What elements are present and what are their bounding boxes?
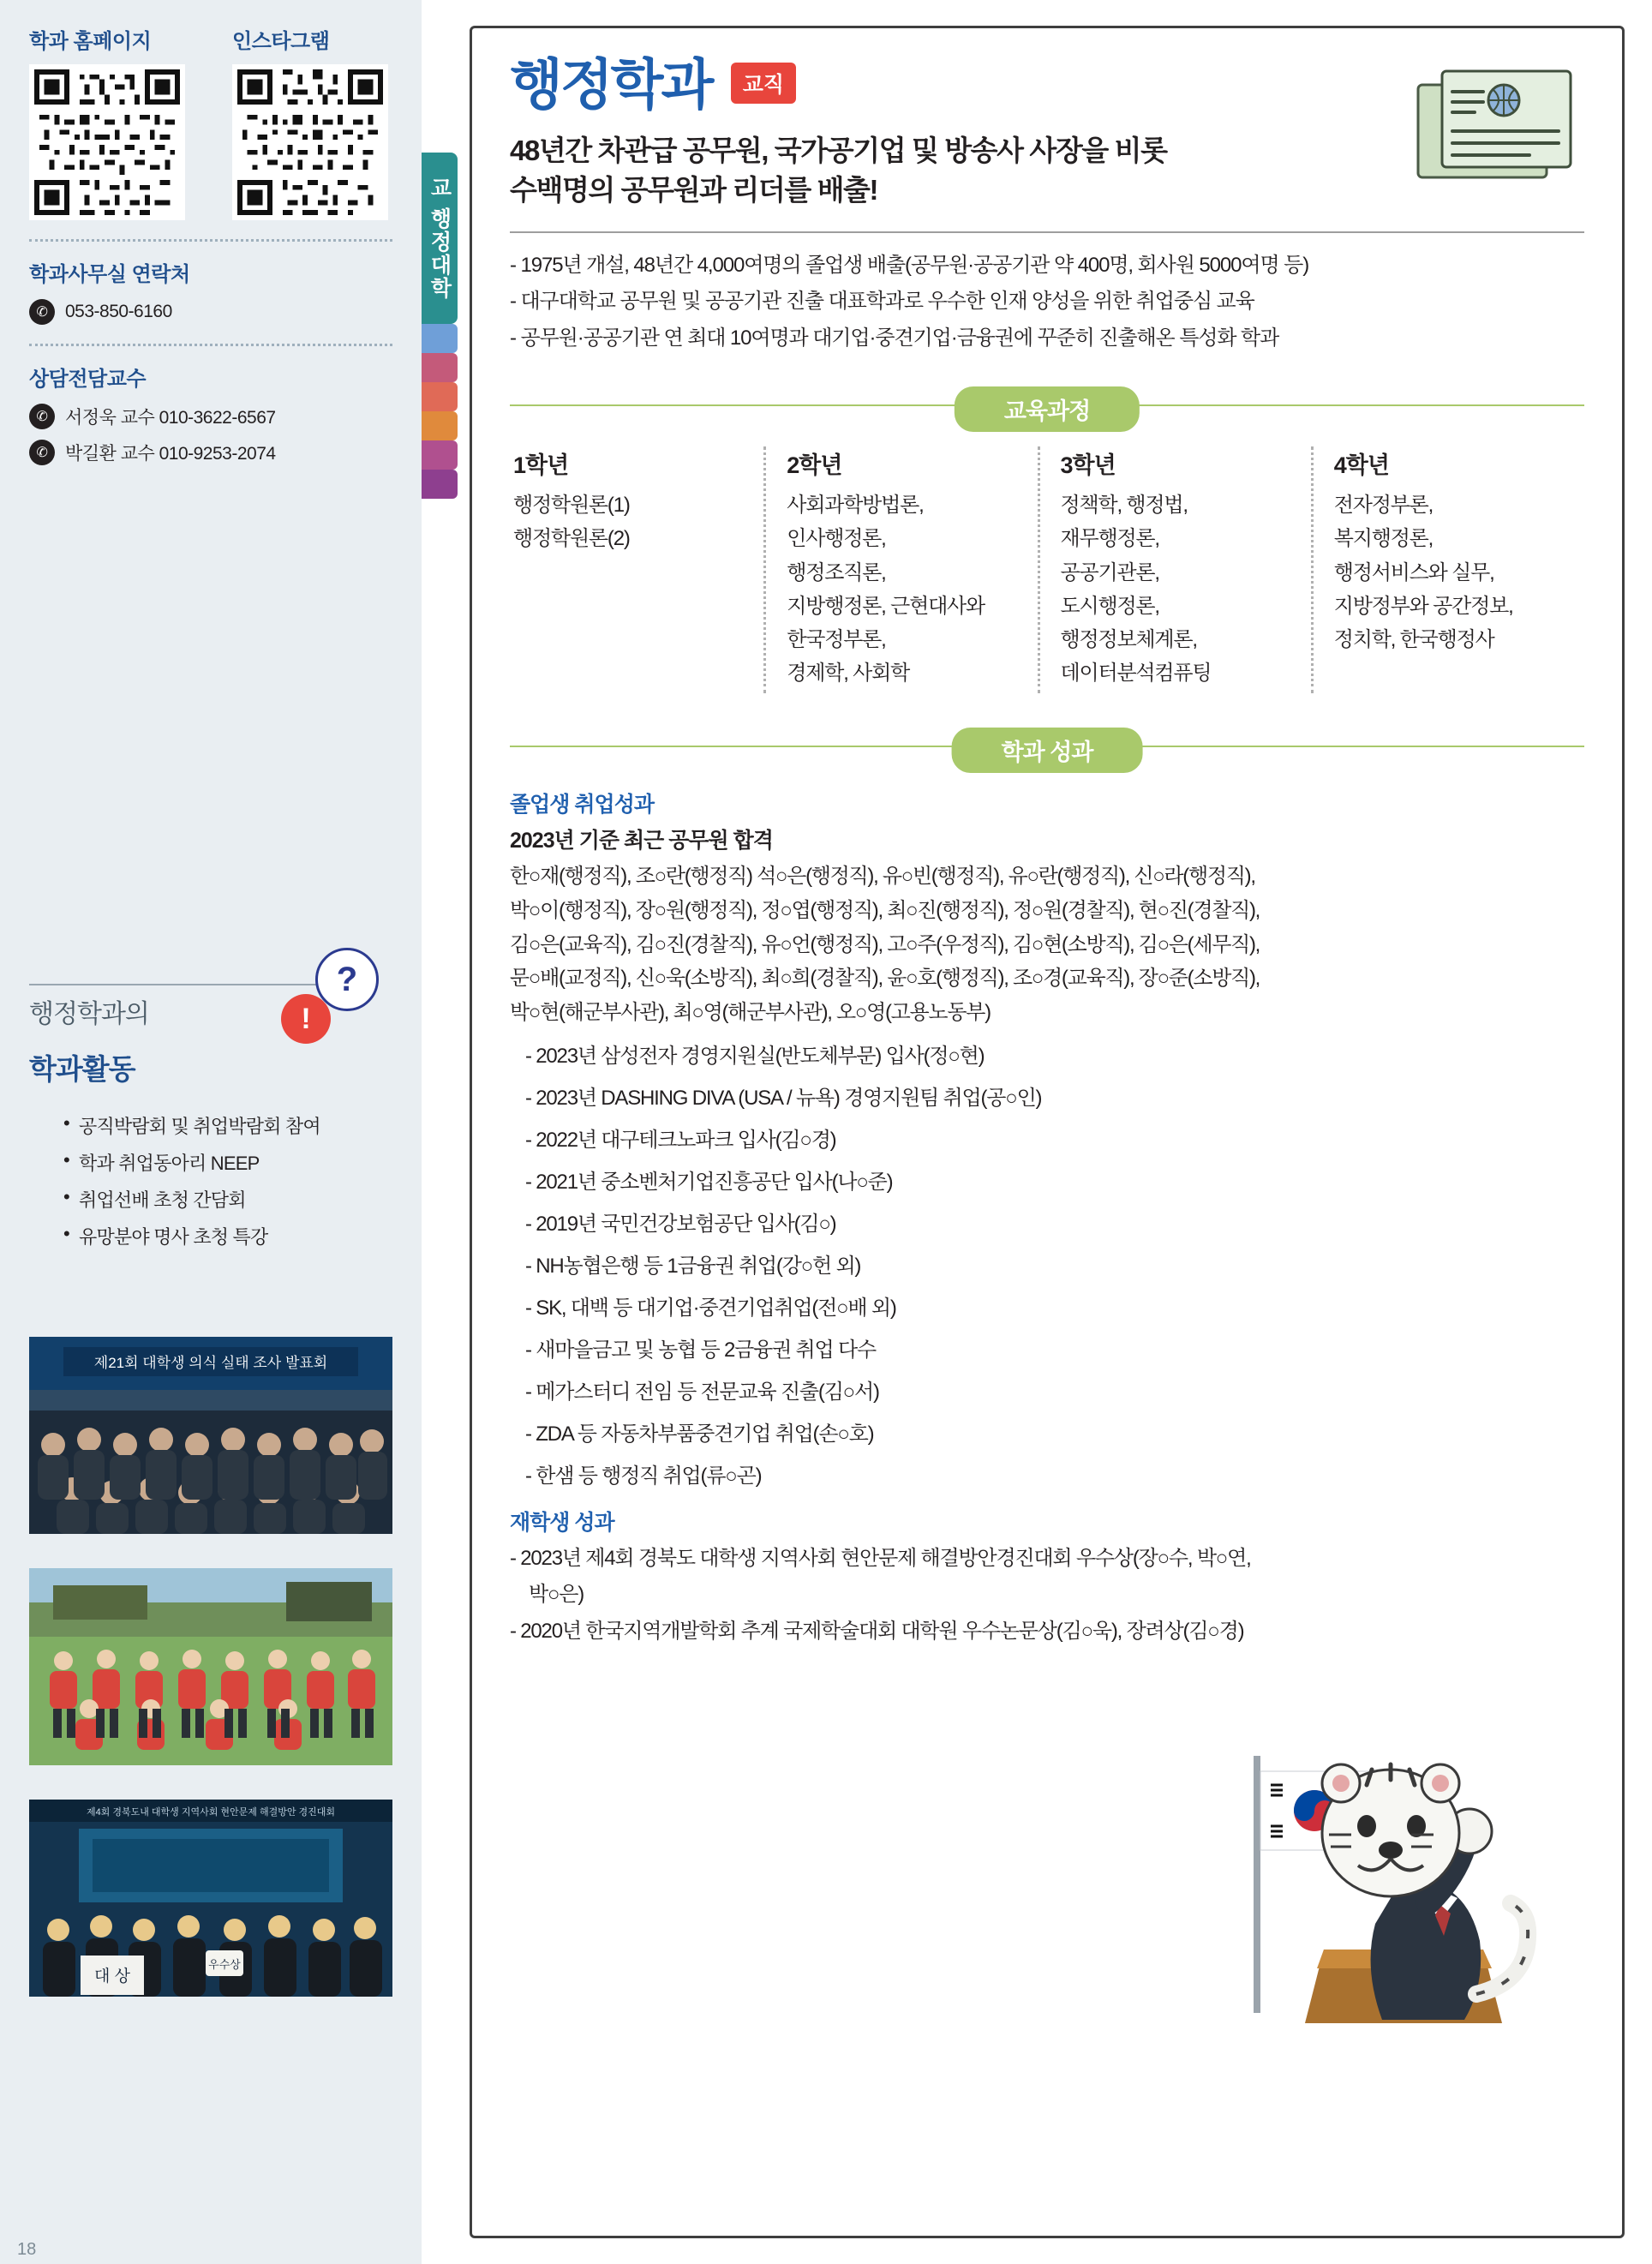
status-badge: 교직 (731, 63, 796, 104)
divider (29, 239, 392, 242)
course: 공공기관론, (1060, 560, 1159, 584)
curriculum-col-4 (1311, 446, 1584, 693)
advisor-title: 상담전담교수 (29, 368, 147, 391)
student-achievement-title: 재학생 성과 (510, 1510, 614, 1535)
color-bar-stack (422, 324, 458, 499)
color-bar (422, 440, 458, 470)
divider (29, 984, 338, 985)
list-item: - 2022년 대구테크노파크 입사(김○경) (525, 1128, 836, 1152)
advisor-row-1 (29, 404, 392, 429)
page-title: 행정학과 (510, 54, 712, 116)
activities-list (29, 1112, 398, 1260)
list-item: - 2023년 삼성전자 경영지원실(반도체부문) 입사(정○현) (525, 1044, 985, 1068)
course: 행정학원론(1) (513, 494, 630, 518)
student-achievement-list (510, 1545, 1584, 1645)
achievements-section-header (510, 728, 1584, 765)
phone-icon: ✆ (29, 440, 55, 465)
course: 한국정부론, (787, 627, 886, 651)
curriculum-heading: 교육과정 (955, 386, 1140, 432)
divider (29, 344, 392, 346)
color-bar (422, 470, 458, 499)
course: 정치학, 한국행정사 (1333, 627, 1494, 651)
list-item: - ZDA 등 자동차부품중견기업 취업(손○호) (525, 1422, 874, 1446)
list-item: - 새마을금고 및 농협 등 2금융권 취업 다수 (525, 1338, 876, 1362)
course: 도시행정론, (1060, 594, 1159, 618)
color-bar (422, 353, 458, 382)
course: 행정조직론, (787, 560, 886, 584)
curriculum-col-1 (510, 446, 763, 693)
main-card (470, 26, 1625, 2238)
list-item: - 한샘 등 행정직 취업(류○곤) (525, 1464, 762, 1488)
course: 복지행정론, (1333, 527, 1434, 551)
list-item: - 2023년 제4회 경북도 대학생 지역사회 현안문제 해결방안경진대회 우수상(장○수, 박○연, (510, 1546, 1251, 1570)
course: 정책학, 행정법, (1060, 494, 1188, 518)
curriculum-section-header (510, 386, 1584, 424)
list-item: • 공직박람회 및 취업박람회 참여 (63, 1112, 398, 1139)
phone-icon: ✆ (29, 404, 55, 429)
course: 재무행정론, (1060, 527, 1159, 551)
office-contact-title: 학과사무실 연락처 (29, 263, 190, 286)
qa-subtitle: 행정학과의 (29, 1000, 149, 1028)
question-mark-icon: ? (315, 948, 379, 1011)
course: 행정학원론(2) (513, 527, 630, 551)
curriculum-table (510, 446, 1584, 693)
curriculum-col-3 (1038, 446, 1311, 693)
column-header: 3학년 (1060, 452, 1116, 479)
qr-homepage[interactable] (29, 24, 189, 220)
column-header: 1학년 (513, 452, 569, 479)
list-item: - 메가스터디 전임 등 전문교육 진출(김○서) (525, 1380, 879, 1404)
svg-text:우수상: 우수상 (208, 1958, 241, 1971)
svg-text:대 상: 대 상 (94, 1968, 130, 1985)
qr-code-icon[interactable] (232, 64, 388, 220)
divider (510, 231, 1584, 233)
employment-list (510, 1039, 1584, 1488)
course: 인사행정론, (787, 527, 886, 551)
advisor-2: 박길환 교수 010-9253-2074 (65, 444, 276, 464)
lead-line-1: 48년간 차관급 공무원, 국가공기업 및 방송사 사장을 비롯 (510, 135, 1167, 166)
office-phone-row (29, 299, 392, 325)
qa-header (29, 960, 398, 1035)
course: 행정서비스와 실무, (1333, 560, 1494, 584)
vertical-dept-tab (422, 153, 458, 324)
achievements-heading: 학과 성과 (952, 728, 1143, 773)
qr-homepage-label: 학과 홈페이지 (29, 30, 152, 53)
svg-text:제4회 경북도내 대학생 지역사회 현안문제 해결방안 경진: 제4회 경북도내 대학생 지역사회 현안문제 해결방안 경진대회 (86, 1807, 336, 1818)
advisor-row-2 (29, 440, 392, 465)
course: 사회과학방법론, (787, 494, 924, 518)
name-line: 박○현(해군부사관), 최○영(해군부사관), 오○영(고용노동부) (510, 1001, 991, 1025)
list-item: - 2019년 국민건강보험공단 입사(김○) (525, 1212, 836, 1236)
page-number: 18 (17, 2240, 37, 2259)
qr-instagram-label: 인스타그램 (232, 30, 330, 53)
newspaper-icon (1413, 63, 1584, 191)
name-line: 박○이(행정직), 장○원(행정직), 정○엽(행정직), 최○진(행정직), 정○원(경찰직), 현○진(경찰직), (510, 899, 1260, 923)
achievements-body (510, 788, 1584, 1645)
lead-line-2: 수백명의 공무원과 리더를 배출! (510, 173, 878, 206)
column-header: 2학년 (787, 452, 842, 479)
list-item: • 유망분야 명사 초청 특강 (63, 1223, 398, 1249)
column-header: 4학년 (1333, 452, 1389, 479)
exclamation-mark-icon: ! (281, 994, 331, 1044)
photo-seminar (29, 1337, 392, 1534)
color-bar (422, 382, 458, 411)
sidebar (0, 0, 422, 2264)
grad-achievement-title: 졸업생 취업성과 (510, 793, 654, 818)
course: 지방정부와 공간정보, (1333, 594, 1513, 618)
color-bar (422, 324, 458, 353)
list-item: - NH농협은행 등 1금융권 취업(강○헌 외) (525, 1254, 861, 1278)
bullet-item: - 공무원·공공기관 연 최대 10여명과 대기업·중견기업·금융권에 꾸준히 진출해온 특성화 학과 (510, 326, 1279, 350)
list-item: - 2020년 한국지역개발학회 추계 국제학술대회 대학원 우수논문상(김○욱), 장려상(김○경) (510, 1619, 1244, 1643)
list-item: - 2023년 DASHING DIVA (USA / 뉴욕) 경영지원팀 취업(공○인) (525, 1086, 1042, 1110)
name-line: 한○재(행정직), 조○란(행정직) 석○은(행정직), 유○빈(행정직), 유○란(행정직), 신○라(행정직), (510, 865, 1255, 889)
qr-instagram[interactable] (232, 24, 392, 220)
qr-code-icon[interactable] (29, 64, 185, 220)
activities-title: 학과활동 (29, 1053, 135, 1085)
qr-section (29, 24, 392, 220)
photo-soccer (29, 1568, 392, 1765)
name-line: 김○은(교육직), 김○진(경찰직), 유○언(행정직), 고○주(우정직), 김○현(소방직), 김○은(세무직), (510, 932, 1260, 956)
course: 전자정부론, (1333, 494, 1434, 518)
tiger-mascot-icon (1223, 1722, 1583, 2064)
advisor-1: 서정욱 교수 010-3622-6567 (65, 408, 276, 428)
vertical-dept-tab-label: 교 행정대학 (428, 177, 452, 300)
svg-text:제21회 대학생 의식 실태 조사 발표회: 제21회 대학생 의식 실태 조사 발표회 (93, 1355, 328, 1371)
course: 지방행정론, 근현대사와 (787, 594, 985, 618)
office-phone: 053-850-6160 (65, 302, 172, 321)
phone-icon: ✆ (29, 299, 55, 325)
name-line: 문○배(교정직), 신○욱(소방직), 최○희(경찰직), 윤○호(행정직), 조○경(교육직), 장○준(소방직), (510, 967, 1260, 991)
list-item-cont: 박○은) (529, 1583, 584, 1607)
bullet-item: - 1975년 개설, 48년간 4,000여명의 졸업생 배출(공무원·공공기관 약 400명, 회사원 5000여명 등) (510, 254, 1309, 278)
bullet-item: - 대구대학교 공무원 및 공공기관 진출 대표학과로 우수한 인재 양성을 위한 취업중심 교육 (510, 290, 1254, 314)
list-item: • 학과 취업동아리 NEEP (63, 1149, 398, 1176)
photo-award (29, 1800, 392, 1997)
grad-achievement-subtitle: 2023년 기준 최근 공무원 합격 (510, 829, 773, 853)
list-item: • 취업선배 초청 간담회 (63, 1186, 398, 1213)
course: 데이터분석컴퓨팅 (1060, 662, 1212, 686)
curriculum-col-2 (763, 446, 1037, 693)
list-item: - 2021년 중소벤처기업진흥공단 입사(나○준) (525, 1170, 893, 1194)
intro-bullets (510, 252, 1584, 352)
course: 행정정보체계론, (1060, 627, 1197, 651)
pass-name-list (510, 863, 1584, 1026)
course: 경제학, 사회학 (787, 662, 910, 686)
list-item: - SK, 대백 등 대기업·중견기업취업(전○배 외) (525, 1296, 896, 1320)
color-bar (422, 411, 458, 440)
